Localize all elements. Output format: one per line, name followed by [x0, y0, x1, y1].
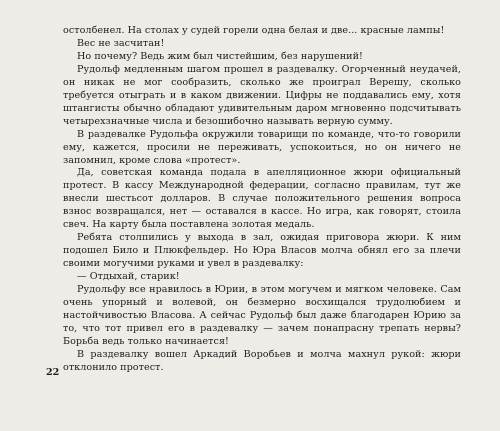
paragraph: — Отдыхай, старик!	[77, 271, 180, 283]
paragraph: В раздевалку вошел Аркадий Воробьев и молча махнул рукой: жюри отклонило протест.	[63, 348, 461, 373]
paragraph: остолбенел. На столах у судей горели одна белая и две... красные лампы!	[63, 25, 445, 36]
paragraph: Рудольф медленным шагом прошел в раздевалку. Огорченный неудачей, он никак не мог сообразить, сколько же проиграл Верешу, сколько требуется отыграть и в каком движении. Цифры не поддавались ему, хотя штангисты обычно обладают удивительным даром мгновенно подсчитывать четырехзначные числа и безошибочно называть верную сумму.	[63, 63, 461, 127]
paragraph: Да, советская команда подала в апелляционное жюри официальный протест. В кассу Международной федерации, согласно правилам, тут же внесли шестьсот долларов. В случае положительного решения вопроса взнос возвращался, нет — оставался в кассе. Но игра, как говорят, стоила свеч. На карту была поставлена золотая медаль.	[63, 167, 461, 231]
paragraph: Рудольфу все нравилось в Юрии, в этом могучем и мягком человеке. Сам очень упорный и волевой, он безмерно восхищался трудолюбием и настойчивостью Власова. А сейчас Рудольф был даже благодарен Юрию за то, что тот привел его в раздевалку — зачем понапрасну трепать нервы? Борьба ведь только начинается!	[63, 284, 461, 347]
page-number: 22	[46, 367, 60, 378]
paragraph: Вес не засчитан!	[77, 37, 165, 49]
paragraph: Но почему? Ведь жим был чистейшим, без нарушений!	[77, 50, 363, 62]
paragraph: Ребята столпились у выхода в зал, ожидая приговора жюри. К ним подошел Било и Плюкфельдер. Но Юра Власов молча обнял его за плечи своими могучими руками и увел в раздевалку:	[63, 232, 461, 270]
paragraph: В раздевалке Рудольфа окружили товарищи по команде, что-то говорили ему, кажется, просили не переживать, успокоиться, но он ничего не запомнил, кроме слова «протест».	[63, 128, 461, 166]
text-body	[63, 25, 461, 375]
